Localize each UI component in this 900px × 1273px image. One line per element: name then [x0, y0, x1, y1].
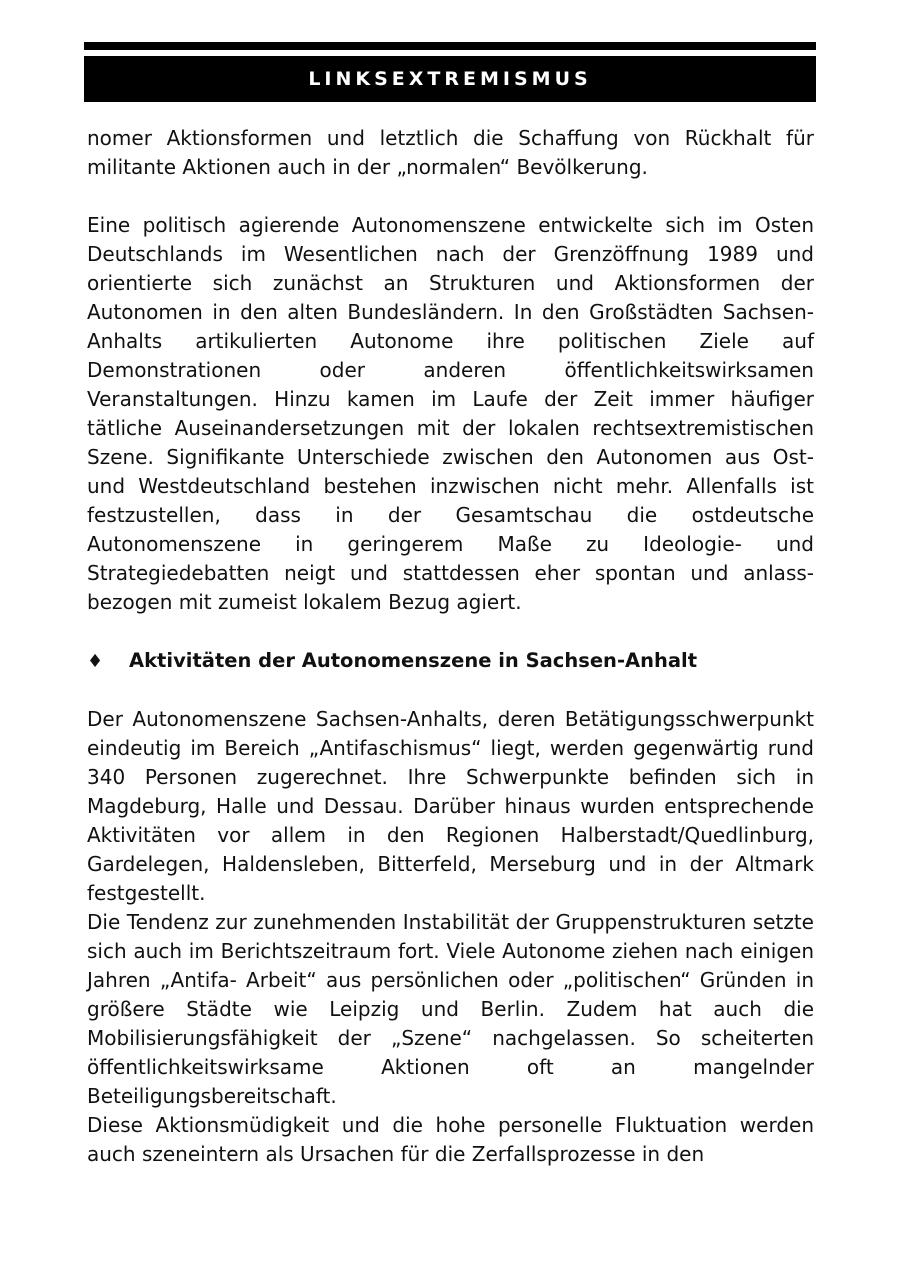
body-text [87, 124, 814, 1169]
header-title: LINKSEXTREMISMUS [308, 68, 592, 90]
paragraph-autonomenszene-sachsen-anhalt: Der Autonomenszene Sachsen-Anhalts, deren Betätigungsschwerpunkt eindeutig im Bereich „Antifaschismus“ liegt, werden gegenwärtig rund 340 Personen zugerechnet. Ihre Schwerpunkte befinden sich in Magdeburg, Halle und Dessau. Darüber hinaus wurden entsprechende Aktivitäten vor allem in den Regionen Halberstadt/Quedlinburg, Gardelegen, Haldensleben, Bitterfeld, Merseburg und in der Altmark festgestellt. [87, 707, 814, 905]
paragraph-gap [87, 182, 814, 211]
paragraph-autonomenszene-osten: Eine politisch agierende Autonomenszene entwickelte sich im Osten Deutschlands im Wesentlichen nach der Grenzöffnung 1989 und orientierte sich zunächst an Strukturen und Aktionsformen der Autonomen in den alten Bundesländern. In den Großstädten Sachsen-Anhalts artikulierten Autonome ihre politischen Ziele auf Demonstrationen oder anderen öffentlichkeitswirksamen Veranstaltungen. Hinzu kamen im Laufe der Zeit immer häufiger tätliche Auseinandersetzungen mit der lokalen rechtsextremistischen Szene. Signifikante Unterschiede zwischen den Autonomen aus Ost- und Westdeutschland bestehen inzwischen nicht mehr. Allenfalls ist festzustellen, dass in der Gesamtschau die ostdeutsche Autonomenszene in geringerem Maße zu Ideologie- und Strategiedebatten neigt und stattdessen eher spontan und anlassbezogen mit zumeist lokalem Bezug agiert. [87, 213, 814, 614]
paragraph-aktionsmuedigkeit: Diese Aktionsmüdigkeit und die hohe personelle Fluktuation werden auch szeneintern als Ursachen für die Zerfallsprozesse in den [87, 1113, 814, 1166]
paragraph-instabilitaet: Die Tendenz zur zunehmenden Instabilität der Gruppenstrukturen setzte sich auch im Berichtszeitraum fort. Viele Autonome ziehen nach einigen Jahren „Antifa- Arbeit“ aus persönlichen oder „politischen“ Gründen in größere Städte wie Leipzig und Berlin. Zudem hat auch die Mobilisierungsfähigkeit der „Szene“ nachgelassen. So scheiterten öffentlichkeitswirksame Aktionen oft an mangelnder Beteiligungsbereitschaft. [87, 910, 814, 1108]
paragraph-gap [87, 617, 814, 646]
header-rule [84, 42, 816, 50]
section-heading-text: Aktivitäten der Autonomenszene in Sachsen-Anhalt [129, 649, 698, 672]
page-header [84, 56, 816, 102]
diamond-bullet-icon: ♦ [87, 651, 104, 672]
paragraph-gap [87, 676, 814, 705]
section-heading [87, 646, 814, 676]
paragraph-continuation: nomer Aktionsformen und letztlich die Schaffung von Rückhalt für militante Aktionen auch in der „normalen“ Bevölkerung. [87, 126, 814, 179]
